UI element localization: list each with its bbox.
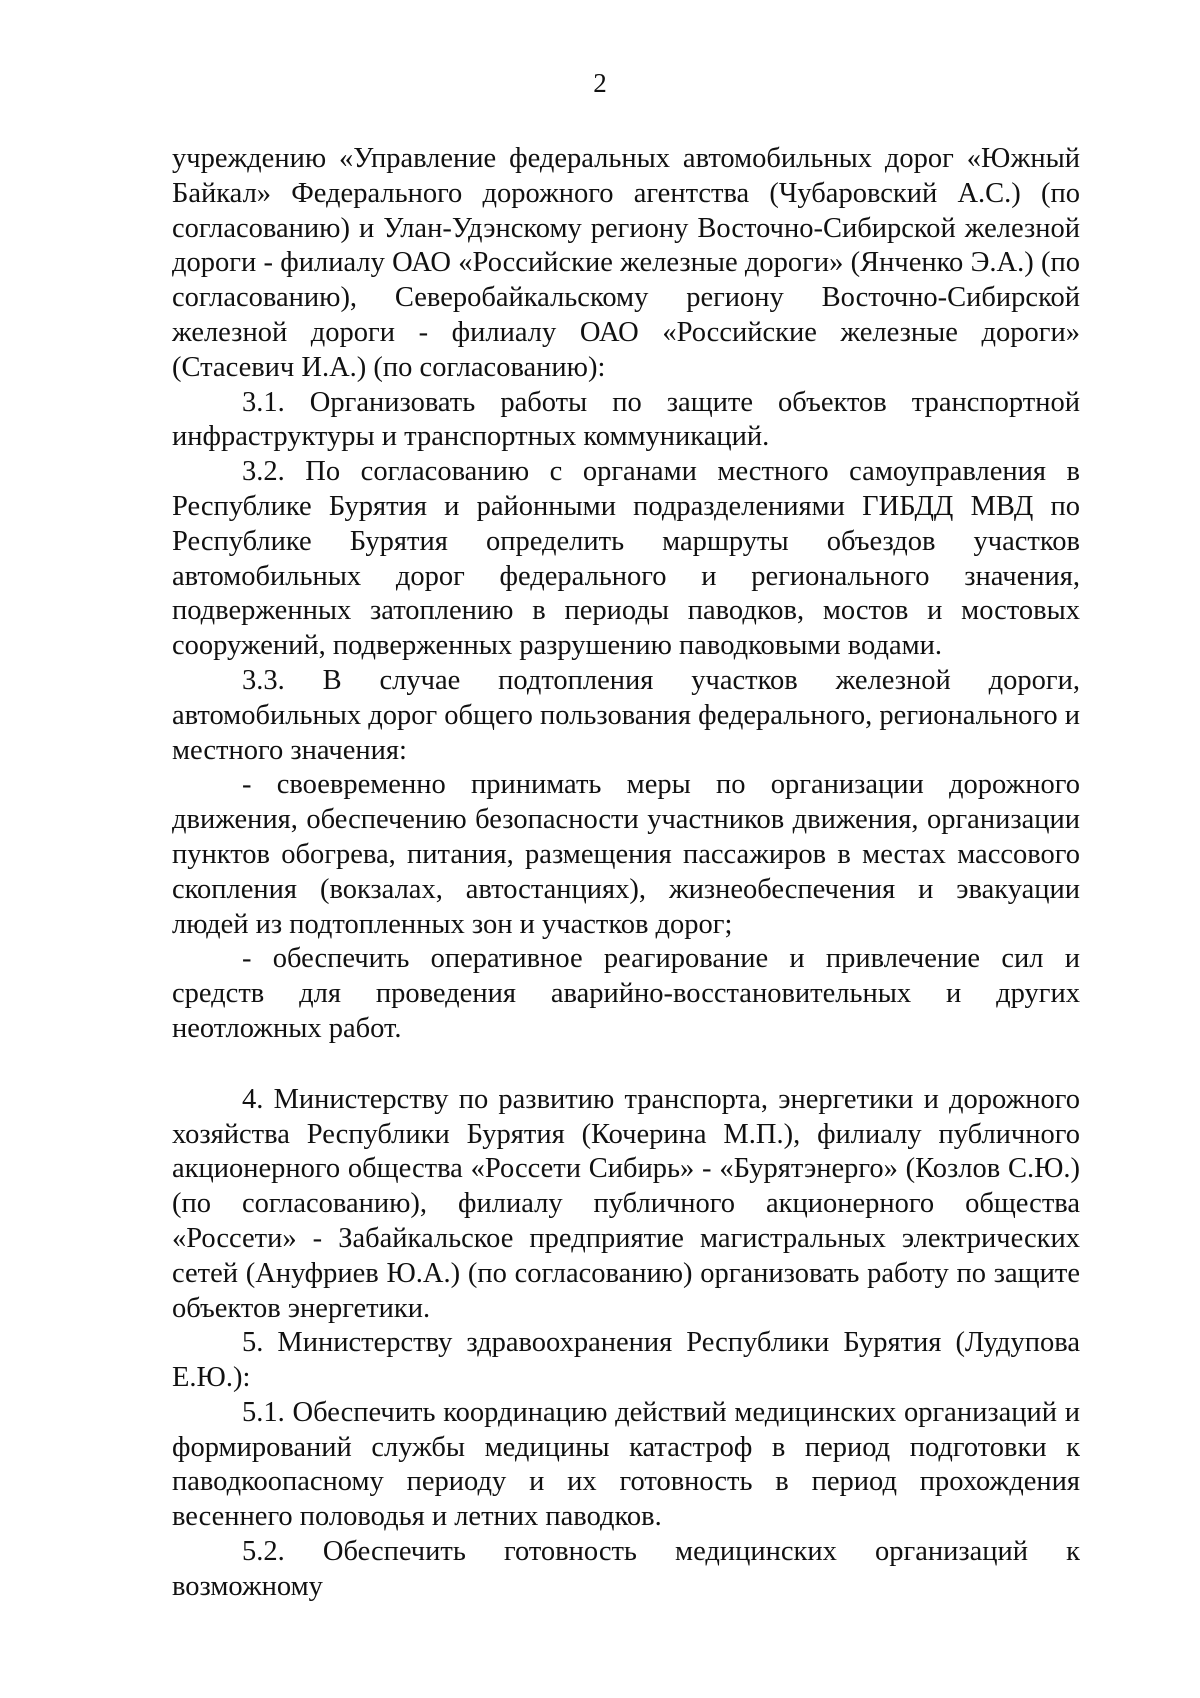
- paragraph-intro: учреждению «Управление федеральных автомобильных дорог «Южный Байкал» Федерального дорожного агентства (Чубаровский А.С.) (по согласованию) и Улан-Удэнскому региону Восточно-Сибирской железной дороги - филиалу ОАО «Российские железные дороги» (Янченко Э.А.) (по согласованию), Северобайкальскому региону Восточно-Сибирской железной дороги - филиалу ОАО «Российские железные дороги» (Стасевич И.А.) (по согласованию):: [172, 143, 1080, 383]
- paragraph-5-2: 5.2. Обеспечить готовность медицинских организаций к возможному: [172, 1536, 1080, 1602]
- page-number: 2: [593, 68, 607, 98]
- paragraph-3-2: 3.2. По согласованию с органами местного самоуправления в Республике Бурятия и районными подразделениями ГИБДД МВД по Республике Бурятия определить маршруты объездов участков автомобильных дорог федерального и регионального значения, подверженных затоплению в периоды паводков, мостов и мостовых сооружений, подверженных разрушению паводковыми водами.: [172, 456, 1080, 662]
- paragraph-3-3-item-1: - своевременно принимать меры по организации дорожного движения, обеспечению безопасности участников движения, организации пунктов обогрева, питания, размещения пассажиров в местах массового скопления (вокзалах, автостанциях), жизнеобеспечения и эвакуации людей из подтопленных зон и участков дорог;: [172, 769, 1080, 940]
- paragraph-5-1: 5.1. Обеспечить координацию действий медицинских организаций и формирований службы медицины катастроф в период подготовки к паводкоопасному периоду и их готовность в период прохождения весеннего половодья и летних паводков.: [172, 1396, 1080, 1533]
- paragraph-3-3-item-2: - обеспечить оперативное реагирование и привлечение сил и средств для проведения аварийно-восстановительных и других неотложных работ.: [172, 943, 1080, 1044]
- paragraph-3-3: 3.3. В случае подтопления участков железной дороги, автомобильных дорог общего пользования федерального, регионального и местного значения:: [172, 664, 1080, 766]
- paragraph-5: 5. Министерству здравоохранения Республики Бурятия (Лудупова Е.Ю.):: [172, 1327, 1080, 1394]
- paragraph-4: 4. Министерству по развитию транспорта, энергетики и дорожного хозяйства Республики Бурятия (Кочерина М.П.), филиалу публичного акционерного общества «Россети Сибирь» - «Бурятэнерго» (Козлов С.Ю.) (по согласованию), филиалу публичного акционерного общества «Россети» - Забайкальское предприятие магистральных электрических сетей (Ануфриев Ю.А.) (по согласованию) организовать работу по защите объектов энергетики.: [172, 1083, 1080, 1324]
- section-gap: [172, 1047, 1080, 1083]
- document-body: [172, 142, 1080, 1605]
- paragraph-3-1: 3.1. Организовать работы по защите объектов транспортной инфраструктуры и транспортных коммуникаций.: [172, 386, 1080, 453]
